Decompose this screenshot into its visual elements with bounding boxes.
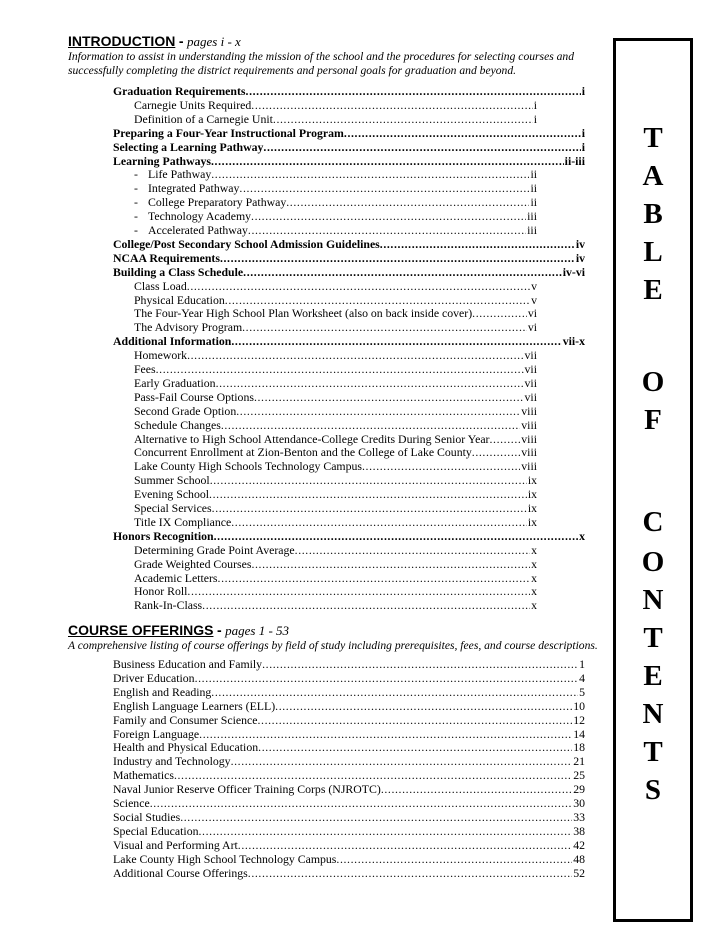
toc-entry-label: Schedule Changes <box>134 417 221 432</box>
toc-entry-page: vi <box>527 320 537 335</box>
toc-entry <box>134 98 537 112</box>
toc-entry-leader <box>295 543 530 557</box>
course-offerings-heading <box>68 622 289 640</box>
toc-entry-leader <box>251 557 530 571</box>
side-banner-letter: E <box>643 660 663 692</box>
toc-entry <box>113 699 585 713</box>
toc-entry-leader <box>381 782 572 796</box>
toc-entry-label: Social Studies <box>113 809 181 824</box>
toc-entry-label: Additional Course Offerings <box>113 865 248 880</box>
toc-entry-bullet: - <box>134 181 138 196</box>
toc-entry-leader <box>212 501 527 515</box>
toc-entry-leader <box>286 195 529 209</box>
toc-entry-page: 1 <box>579 657 585 671</box>
introduction-description-line: Information to assist in understanding the mission of the school and the procedures for selecting courses and <box>68 50 575 63</box>
toc-entry-label: Additional Information <box>113 334 232 349</box>
side-banner-letter: T <box>643 622 663 654</box>
toc-entry <box>113 671 585 685</box>
toc-entry-page: iii <box>527 209 537 224</box>
toc-entry <box>113 685 585 699</box>
toc-entry-leader <box>238 838 572 852</box>
side-banner-letter: L <box>643 236 663 268</box>
toc-entry-page: ix <box>527 514 537 529</box>
toc-entry-page: iv <box>575 236 585 251</box>
toc-entry-leader <box>251 209 526 223</box>
toc-entry-leader <box>231 515 527 529</box>
toc-entry <box>113 154 585 168</box>
toc-entry-bullet: - <box>134 167 138 182</box>
toc-entry <box>113 740 585 754</box>
toc-entry-leader <box>246 84 581 98</box>
toc-entry-page: iv-vi <box>562 264 585 279</box>
toc-entry-label: Driver Education <box>113 670 195 685</box>
toc-entry-label: Evening School <box>134 487 210 502</box>
toc-entry-label: Graduation Requirements <box>113 84 246 98</box>
toc-entry-leader <box>254 390 524 404</box>
toc-entry-page: viii <box>521 445 537 460</box>
toc-entry-page: vii-x <box>562 334 585 349</box>
toc-entry-leader <box>214 529 578 543</box>
toc-entry-leader <box>195 671 579 685</box>
toc-entry-label: English and Reading <box>113 684 212 699</box>
toc-entry-page: x <box>531 584 537 599</box>
toc-entry <box>134 209 537 223</box>
toc-entry-label: Mathematics <box>113 768 174 783</box>
toc-entry-leader <box>239 181 529 195</box>
toc-entry-page: viii <box>521 459 537 474</box>
toc-entry-label: Business Education and Family <box>113 657 263 671</box>
toc-entry-label: Carnegie Units Required <box>134 97 252 112</box>
toc-entry-page: 30 <box>573 796 585 810</box>
toc-entry <box>113 754 585 768</box>
toc-entry-label: Learning Pathways <box>113 153 211 168</box>
toc-entry <box>134 515 537 529</box>
toc-entry-label: Determining Grade Point Average <box>134 542 295 557</box>
toc-entry-leader <box>150 796 573 810</box>
toc-entry <box>113 768 585 782</box>
toc-entry <box>134 390 537 404</box>
toc-entry <box>113 251 585 265</box>
toc-entry-page: 25 <box>573 768 585 783</box>
side-banner-letter: O <box>641 546 665 578</box>
toc-entry-label: Lake County High Schools Technology Campus <box>134 459 362 474</box>
toc-entry <box>134 445 537 459</box>
toc-entry-page: x <box>579 528 585 543</box>
toc-entry-leader <box>380 237 575 251</box>
toc-entry <box>134 501 537 515</box>
toc-entry-label: Fees <box>134 362 156 376</box>
toc-entry-label: Special Services <box>134 501 212 515</box>
toc-entry-label: Integrated Pathway <box>148 181 240 196</box>
side-banner-letter: B <box>643 198 663 230</box>
toc-entry-leader <box>273 112 533 126</box>
toc-entry-leader <box>489 432 520 446</box>
toc-entry <box>134 418 537 432</box>
toc-entry-page: i <box>581 139 585 154</box>
toc-entry-leader <box>257 713 572 727</box>
toc-entry <box>113 126 585 140</box>
toc-entry-leader <box>231 754 573 768</box>
toc-entry-leader <box>472 445 520 459</box>
toc-entry-label: The Advisory Program <box>134 320 243 335</box>
toc-entry-label: Naval Junior Reserve Officer Training Corps (NJROTC) <box>113 782 381 797</box>
toc-entry-leader <box>248 866 572 880</box>
toc-entry-label: Homework <box>134 348 188 363</box>
toc-entry <box>134 293 537 307</box>
toc-entry-label: Title IX Compliance <box>134 514 232 529</box>
toc-entry <box>134 432 537 446</box>
toc-entry-label: Pass-Fail Course Options <box>134 389 254 404</box>
side-banner-letter: O <box>641 366 665 398</box>
toc-entry-label: Life Pathway <box>148 167 212 182</box>
toc-entry <box>113 657 585 671</box>
toc-entry-label: English Language Learners (ELL) <box>113 698 276 713</box>
toc-entry-label: Physical Education <box>134 292 225 307</box>
toc-entry <box>134 167 537 181</box>
toc-entry <box>134 376 537 390</box>
toc-entry <box>113 140 585 154</box>
toc-entry-leader <box>199 824 573 838</box>
toc-entry <box>113 866 585 880</box>
toc-entry <box>113 782 585 796</box>
toc-entry-label: Definition of a Carnegie Unit <box>134 111 273 126</box>
side-banner-letter: N <box>642 698 664 730</box>
toc-entry-label: Preparing a Four-Year Instructional Program <box>113 125 344 140</box>
toc-entry-bullet: - <box>134 223 138 237</box>
toc-entry <box>134 404 537 418</box>
toc-entry-label: Health and Physical Education <box>113 740 259 755</box>
toc-entry-page: 48 <box>573 851 585 866</box>
toc-entry <box>134 473 537 487</box>
toc-entry <box>113 265 585 279</box>
toc-entry-page: 52 <box>573 865 585 880</box>
toc-entry-label: Foreign Language <box>113 726 200 741</box>
toc-entry-label: Accelerated Pathway <box>148 223 248 237</box>
toc-entry <box>134 584 537 598</box>
toc-entry-label: Visual and Performing Art <box>113 837 238 852</box>
toc-entry <box>134 306 537 320</box>
toc-entry-leader <box>251 98 532 112</box>
toc-entry <box>134 181 537 195</box>
toc-entry-page: ix <box>527 487 537 502</box>
toc-entry-page: v <box>531 292 537 307</box>
toc-entry <box>134 543 537 557</box>
toc-entry <box>113 237 585 251</box>
toc-entry-leader <box>344 126 581 140</box>
toc-entry-page: i <box>533 111 537 126</box>
course-offerings-separator: - <box>216 622 222 638</box>
toc-entry-page: 12 <box>573 712 585 727</box>
toc-entry-leader <box>221 418 520 432</box>
toc-entry-bullet: - <box>134 209 138 224</box>
toc-entry-page: x <box>531 542 537 557</box>
toc-entry-leader <box>174 768 572 782</box>
side-banner-letter: S <box>644 774 662 806</box>
side-banner <box>613 38 693 922</box>
toc-entry-leader <box>263 140 580 154</box>
toc-entry-label: Lake County High School Technology Campus <box>113 851 337 866</box>
toc-entry-page: x <box>531 598 537 613</box>
toc-entry-leader <box>210 473 527 487</box>
toc-entry-label: Science <box>113 796 150 810</box>
toc-entry <box>113 727 585 741</box>
toc-entry-page: viii <box>521 403 537 418</box>
toc-entry-leader <box>187 348 523 362</box>
toc-entry-page: x <box>531 556 537 571</box>
toc-entry-label: Second Grade Option <box>134 403 237 418</box>
toc-entry-page: 18 <box>573 740 585 755</box>
toc-entry-leader <box>199 727 572 741</box>
toc-entry-leader <box>220 251 575 265</box>
toc-entry <box>113 810 585 824</box>
toc-entry-page: ii-iii <box>564 153 585 168</box>
toc-entry-label: Honors Recognition <box>113 528 214 543</box>
toc-entry-label: Alternative to High School Attendance-College Credits During Senior Year <box>134 431 490 446</box>
toc-entry <box>134 557 537 571</box>
toc-entry-leader <box>258 740 572 754</box>
toc-entry-page: x <box>531 570 537 585</box>
course-offerings-description: A comprehensive listing of course offerings by field of study including prerequisites, fees, and course descriptions. <box>68 639 598 652</box>
toc-entry-page: 42 <box>573 837 585 852</box>
toc-entry-page: vi <box>527 306 537 321</box>
toc-entry <box>113 838 585 852</box>
course-offerings-pages: pages 1 - 53 <box>225 623 290 638</box>
toc-entry-leader <box>248 223 526 237</box>
toc-entry-page: 38 <box>573 823 585 838</box>
toc-entry-leader <box>362 459 520 473</box>
toc-entry-leader <box>211 154 564 168</box>
toc-entry-label: College Preparatory Pathway <box>148 195 287 210</box>
toc-entry-page: 5 <box>579 684 585 699</box>
toc-entry <box>113 824 585 838</box>
toc-entry-page: vii <box>524 348 537 363</box>
toc-entry-label: Technology Academy <box>148 209 252 224</box>
toc-entry-label: Building a Class Schedule <box>113 264 244 279</box>
toc-entry-page: i <box>581 125 585 140</box>
toc-entry-leader <box>231 334 561 348</box>
toc-entry <box>134 112 537 126</box>
toc-entry-label: Family and Consumer Science <box>113 712 258 727</box>
toc-entry-bullet: - <box>134 195 138 210</box>
toc-entry-page: 33 <box>573 809 585 824</box>
toc-entry <box>134 320 537 334</box>
toc-entry <box>134 279 537 293</box>
toc-entry-page: ii <box>530 195 537 210</box>
toc-entry-leader <box>336 852 572 866</box>
side-banner-letter: T <box>643 736 663 768</box>
introduction-pages: pages i - x <box>187 34 241 49</box>
toc-entry <box>134 195 537 209</box>
side-banner-letter: T <box>643 122 663 154</box>
toc-entry <box>134 362 537 376</box>
toc-entry-leader <box>218 571 531 585</box>
toc-entry-page: ii <box>530 167 537 182</box>
toc-entry-page: vii <box>524 362 537 376</box>
toc-entry-leader <box>211 167 529 181</box>
introduction-heading <box>68 33 241 51</box>
toc-entry <box>113 84 585 98</box>
toc-entry <box>134 598 537 612</box>
toc-entry-page: vii <box>524 389 537 404</box>
toc-entry <box>134 487 537 501</box>
toc-entry-leader <box>236 404 520 418</box>
toc-entry-page: 29 <box>573 782 585 797</box>
side-banner-letter: C <box>642 506 664 538</box>
toc-entry-leader <box>209 487 527 501</box>
toc-entry <box>113 529 585 543</box>
toc-entry-label: Summer School <box>134 473 210 488</box>
toc-entry-label: The Four-Year High School Plan Worksheet (also on back inside cover) <box>134 306 473 321</box>
toc-entry <box>134 571 537 585</box>
toc-entry <box>134 348 537 362</box>
toc-entry-leader <box>472 306 527 320</box>
toc-entry-leader <box>202 598 530 612</box>
introduction-description-line: successfully completing the district requirements and personal goals for graduation and beyond. <box>68 64 517 77</box>
introduction-separator: - <box>178 33 184 49</box>
toc-entry-label: Selecting a Learning Pathway <box>113 139 264 154</box>
toc-entry-page: i <box>581 84 585 98</box>
toc-entry-page: ii <box>530 181 537 196</box>
toc-entry-label: Rank-In-Class <box>134 598 203 613</box>
toc-entry-label: College/Post Secondary School Admission Guidelines <box>113 236 380 251</box>
introduction-title: INTRODUCTION <box>68 33 176 49</box>
introduction-description <box>68 50 608 78</box>
toc-entry-label: Class Load <box>134 278 187 293</box>
toc-entry-leader <box>262 657 578 671</box>
toc-entry <box>113 334 585 348</box>
side-banner-letter: N <box>642 584 664 616</box>
toc-entry-page: 10 <box>573 698 585 713</box>
toc-entry-page: ix <box>527 473 537 488</box>
toc-entry-page: v <box>531 278 537 293</box>
toc-entry-page: viii <box>521 417 537 432</box>
toc-entry <box>113 796 585 810</box>
toc-entry-page: viii <box>521 431 537 446</box>
toc-entry-page: i <box>533 97 537 112</box>
toc-entry-page: iii <box>527 223 537 237</box>
side-banner-letter: F <box>644 404 662 436</box>
toc-entry-leader <box>187 584 530 598</box>
toc-entry-page: vii <box>524 375 537 390</box>
toc-entry-label: Industry and Technology <box>113 754 231 769</box>
side-banner-letter: A <box>642 160 664 192</box>
side-banner-letter: E <box>643 274 663 306</box>
toc-entry <box>113 852 585 866</box>
toc-entry-label: Concurrent Enrollment at Zion-Benton and the College of Lake County <box>134 445 472 460</box>
toc-entry <box>113 713 585 727</box>
toc-entry-leader <box>211 685 578 699</box>
toc-entry-leader <box>275 699 572 713</box>
toc-entry-label: Academic Letters <box>134 570 218 585</box>
toc-entry-label: Early Graduation <box>134 375 216 390</box>
toc-entry-leader <box>216 376 524 390</box>
toc-entry-page: iv <box>575 250 585 265</box>
toc-entry-page: ix <box>527 501 537 515</box>
toc-entry-label: Grade Weighted Courses <box>134 556 252 571</box>
toc-entry-label: NCAA Requirements <box>113 250 220 265</box>
toc-entry-page: 4 <box>579 670 585 685</box>
toc-entry <box>134 459 537 473</box>
toc-entry <box>134 223 537 237</box>
toc-entry-leader <box>225 293 530 307</box>
toc-entry-page: 14 <box>573 726 585 741</box>
toc-entry-leader <box>243 265 562 279</box>
toc-entry-page: 21 <box>573 754 585 769</box>
toc-entry-leader <box>156 362 524 376</box>
toc-entry-leader <box>187 279 530 293</box>
course-offerings-title: COURSE OFFERINGS <box>68 622 214 638</box>
toc-entry-leader <box>242 320 527 334</box>
toc-entry-label: Honor Roll <box>134 584 188 599</box>
toc-entry-label: Special Education <box>113 823 199 838</box>
toc-entry-leader <box>180 810 572 824</box>
